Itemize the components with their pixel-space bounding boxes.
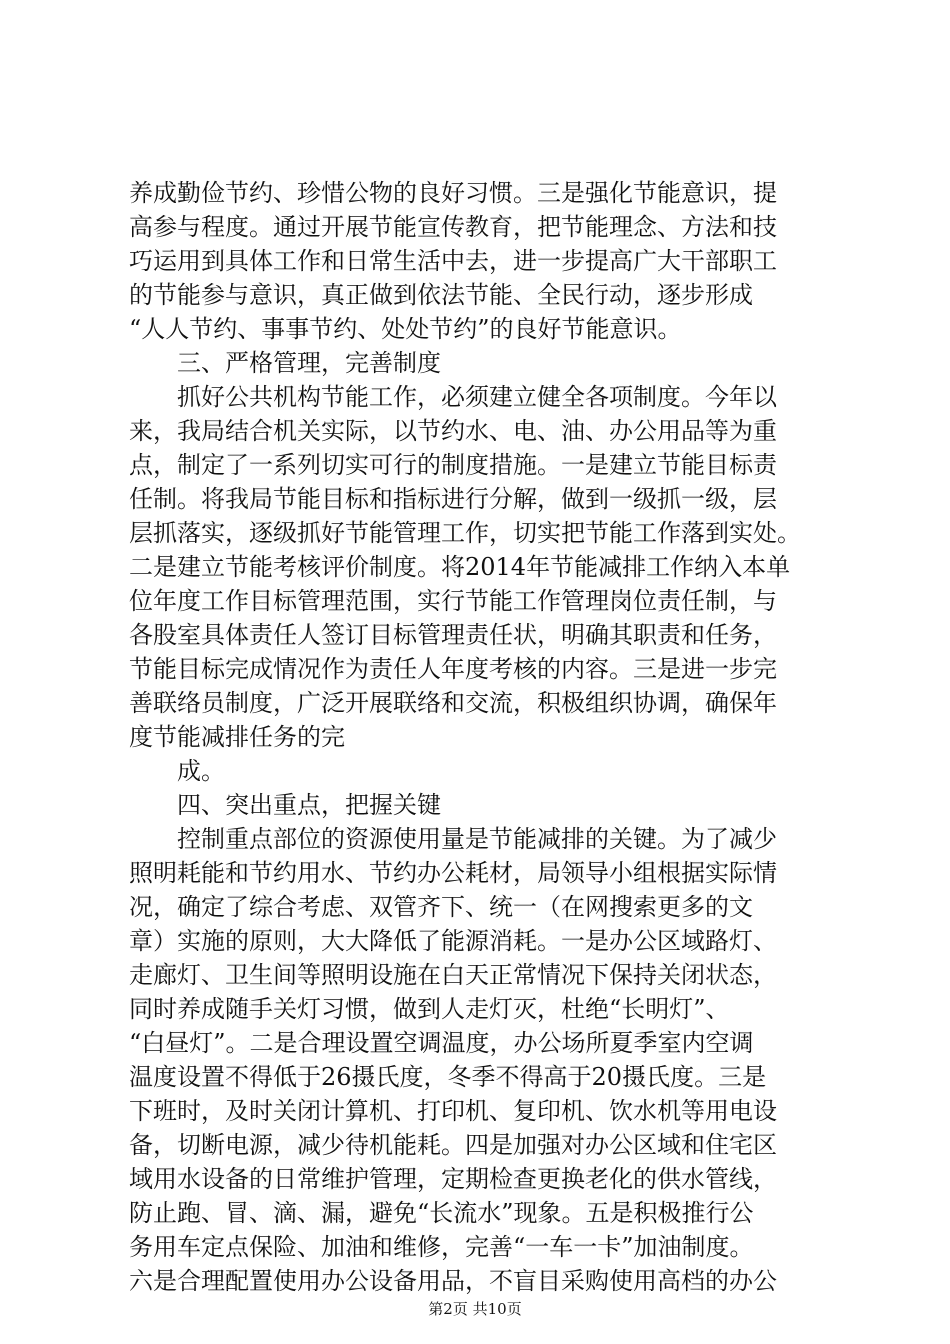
text-line: 备，切断电源，减少待机能耗。四是加强对办公区域和住宅区 — [129, 1131, 777, 1159]
text-line: “白昼灯”。二是合理设置空调温度，办公场所夏季室内空调 — [129, 1029, 754, 1057]
text-line: “人人节约、事事节约、处处节约”的良好节能意识。 — [129, 315, 682, 343]
text-line: 任制。将我局节能目标和指标进行分解，做到一级抓一级，层 — [129, 485, 777, 513]
text-line: 成。 — [177, 757, 225, 785]
text-line: 高参与程度。通过开展节能宣传教育，把节能理念、方法和技 — [129, 213, 777, 241]
text-line: 层抓落实，逐级抓好节能管理工作，切实把节能工作落到实处。 — [129, 519, 801, 547]
text-line: 巧运用到具体工作和日常生活中去，进一步提高广大干部职工 — [129, 247, 777, 275]
text-line: 的节能参与意识，真正做到依法节能、全民行动，逐步形成 — [129, 281, 753, 309]
section-heading: 四、突出重点，把握关键 — [177, 791, 441, 819]
text-line: 节能目标完成情况作为责任人年度考核的内容。三是进一步完 — [129, 655, 777, 683]
text-line: 点，制定了一系列切实可行的制度措施。一是建立节能目标责 — [129, 451, 777, 479]
text-line: 走廊灯、卫生间等照明设施在白天正常情况下保持关闭状态， — [129, 961, 777, 989]
text-line: 下班时，及时关闭计算机、打印机、复印机、饮水机等用电设 — [129, 1097, 777, 1125]
text-line: 章）实施的原则，大大降低了能源消耗。一是办公区域路灯、 — [129, 927, 777, 955]
text-line: 善联络员制度，广泛开展联络和交流，积极组织协调，确保年 — [129, 689, 777, 717]
text-line: 二是建立节能考核评价制度。将2014年节能减排工作纳入本单 — [129, 553, 791, 581]
text-line: 养成勤俭节约、珍惜公物的良好习惯。三是强化节能意识，提 — [129, 179, 777, 207]
text-line: 温度设置不得低于26摄氏度，冬季不得高于20摄氏度。三是 — [129, 1063, 767, 1091]
text-line: 域用水设备的日常维护管理，定期检查更换老化的供水管线， — [129, 1165, 777, 1193]
text-line: 务用车定点保险、加油和维修，完善“一车一卡”加油制度。 — [129, 1233, 754, 1261]
text-line: 防止跑、冒、滴、漏，避免“长流水”现象。五是积极推行公 — [129, 1199, 754, 1227]
text-line: 同时养成随手关灯习惯，做到人走灯灭，杜绝“长明灯”、 — [129, 995, 730, 1023]
section-heading: 三、严格管理，完善制度 — [177, 349, 441, 377]
text-line: 况，确定了综合考虑、双管齐下、统一（在网搜索更多的文 — [129, 893, 753, 921]
text-line: 位年度工作目标管理范围，实行节能工作管理岗位责任制，与 — [129, 587, 777, 615]
text-line: 照明耗能和节约用水、节约办公耗材，局领导小组根据实际情 — [129, 859, 777, 887]
page-footer: 第2页 共10页 — [428, 1300, 522, 1318]
text-line: 抓好公共机构节能工作，必须建立健全各项制度。今年以 — [177, 383, 777, 411]
text-line: 控制重点部位的资源使用量是节能减排的关键。为了减少 — [177, 825, 777, 853]
text-line: 各股室具体责任人签订目标管理责任状，明确其职责和任务， — [129, 621, 777, 649]
text-line: 来，我局结合机关实际，以节约水、电、油、办公用品等为重 — [129, 417, 777, 445]
text-line: 度节能减排任务的完 — [129, 723, 345, 751]
text-line: 六是合理配置使用办公设备用品，不盲目采购使用高档的办公 — [129, 1267, 777, 1295]
